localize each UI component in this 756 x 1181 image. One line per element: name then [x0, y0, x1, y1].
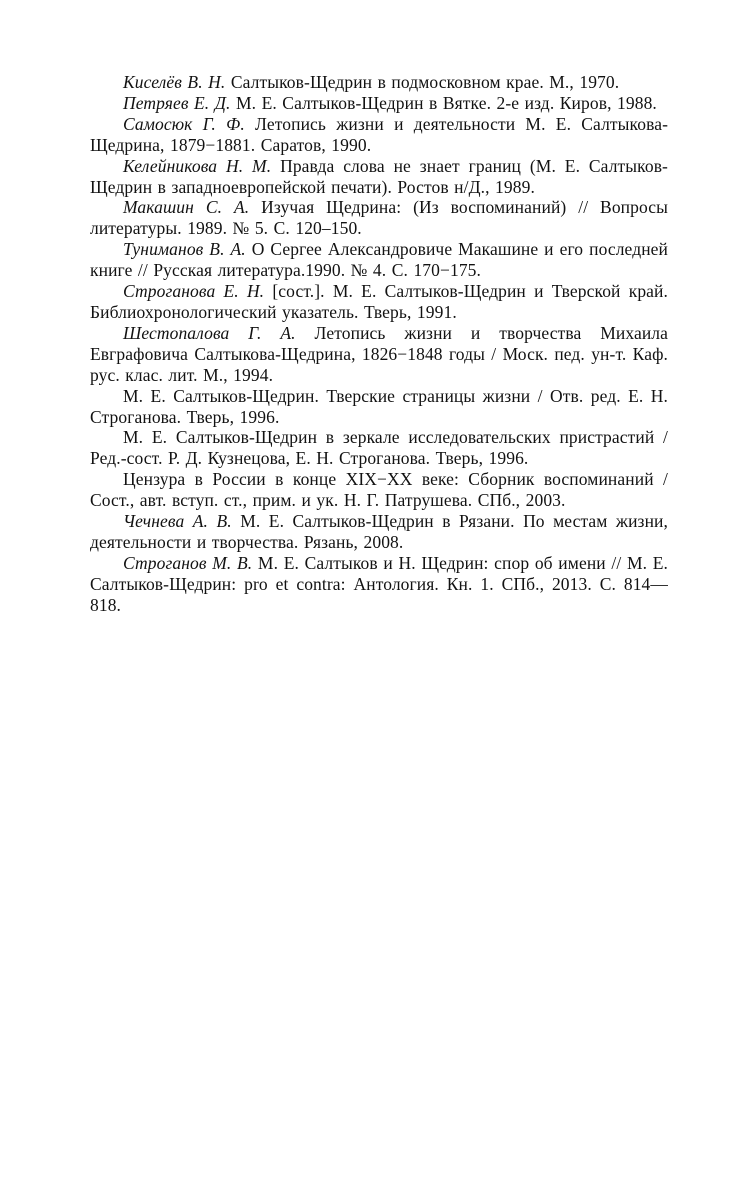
- entry-text: Салтыков-Щедрин в подмосковном крае. М., 1970.: [230, 72, 620, 92]
- bibliography-entry: [90, 323, 668, 386]
- entry-author: Макашин С. А.: [123, 197, 250, 218]
- entry-author: Строганова Е. Н.: [123, 281, 265, 302]
- entry-text: Правда слова не знает границ (М. Е. Салтыков-Щедрин в западноевропейской печати). Ростов н/Д., 1989.: [90, 155, 668, 197]
- bibliography-list: [90, 72, 668, 616]
- bibliography-entry: [90, 239, 668, 281]
- bibliography-entry: [90, 427, 668, 469]
- entry-author: Шестопалова Г. А.: [123, 322, 296, 343]
- bibliography-entry: [90, 93, 668, 114]
- entry-author: Чечнева А. В.: [123, 511, 232, 532]
- entry-author: Киселёв В. Н.: [123, 72, 226, 92]
- bibliography-entry: [90, 553, 668, 616]
- entry-text: М. Е. Салтыков и Н. Щедрин: спор об имени // М. Е. Салтыков-Щедрин: pro et contra: Антология. Кн. 1. СПб., 2013. С. 814—818.: [90, 552, 668, 615]
- entry-text: М. Е. Салтыков-Щедрин в Рязани. По местам жизни, деятельности и творчества. Рязань, 2008.: [90, 511, 668, 552]
- bibliography-entry: [90, 511, 668, 553]
- entry-text: М. Е. Салтыков-Щедрин в зеркале исследовательских пристрастий / Ред.-сост. Р. Д. Кузнецова, Е. Н. Строганова. Тверь, 1996.: [90, 427, 668, 469]
- entry-author: Келейникова Н. М.: [123, 155, 272, 176]
- entry-author: Туниманов В. А.: [123, 239, 246, 260]
- bibliography-entry: [90, 156, 668, 198]
- entry-text: [сост.]. М. Е. Салтыков-Щедрин и Тверской край. Библиохронологический указатель. Тверь, 1991.: [90, 281, 668, 322]
- bibliography-entry: [90, 281, 668, 323]
- entry-text: М. Е. Салтыков-Щедрин в Вятке. 2-е изд. Киров, 1988.: [235, 92, 657, 113]
- entry-text: Цензура в России в конце XIX−XX веке: Сборник воспоминаний / Сост., авт. вступ. ст., прим. и ук. Н. Г. Патрушева. СПб., 2003.: [90, 469, 668, 511]
- entry-text: Летопись жизни и творчества Михаила Евграфовича Салтыкова-Щедрина, 1826−1848 годы / Моск. пед. ун-т. Каф. рус. клас. лит. М., 1994.: [90, 322, 669, 385]
- entry-author: Строганов М. В.: [123, 552, 253, 573]
- entry-text: Изучая Щедрина: (Из воспоминаний) // Вопросы литературы. 1989. № 5. С. 120–150.: [90, 197, 668, 239]
- entry-author: Петряев Е. Д.: [123, 92, 231, 113]
- entry-text: М. Е. Салтыков-Щедрин. Тверские страницы жизни / Отв. ред. Е. Н. Строганова. Тверь, 1996.: [90, 385, 668, 427]
- entry-text: О Сергее Александровиче Макашине и его последней книге // Русская литература.1990. № 4. С. 170−175.: [90, 239, 668, 281]
- bibliography-entry: [90, 72, 668, 93]
- entry-author: Самосюк Г. Ф.: [123, 113, 245, 134]
- entry-text: Летопись жизни и деятельности М. Е. Салтыкова-Щедрина, 1879−1881. Саратов, 1990.: [90, 113, 668, 155]
- bibliography-entry: [90, 197, 668, 239]
- bibliography-entry: [90, 114, 668, 156]
- bibliography-entry: [90, 386, 668, 428]
- bibliography-entry: [90, 469, 668, 511]
